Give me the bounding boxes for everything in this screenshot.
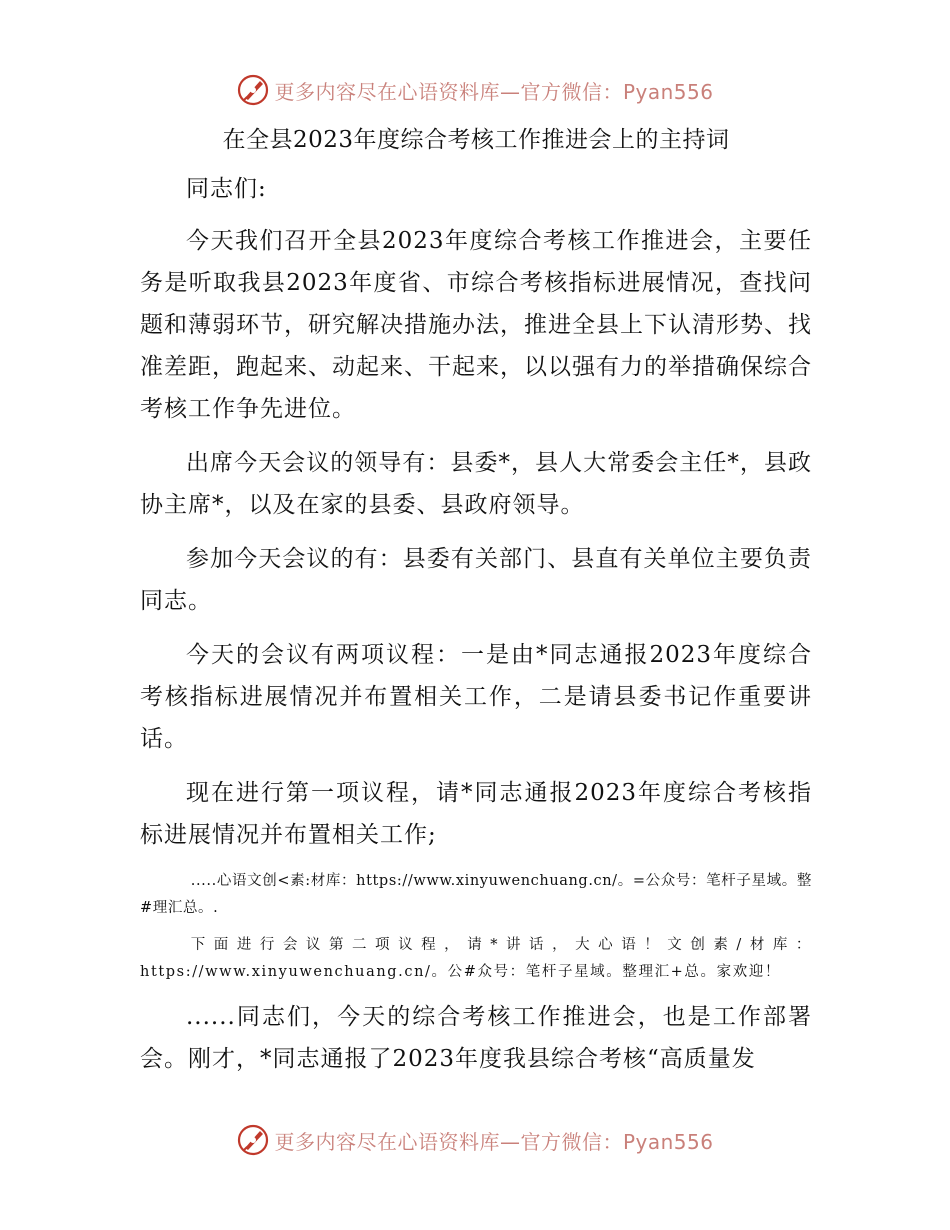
- banner-text: 更多内容尽在心语资料库—官方微信：Pyan556: [274, 1129, 714, 1154]
- salutation: 同志们:: [186, 176, 267, 202]
- paragraph: 今天的会议有两项议程：一是由*同志通报2023年度综合考核指标进展情况并布置相关工作，二是请县委书记作重要讲话。: [140, 642, 812, 752]
- small-note: .....心语文创<素:材库：https://www.xinyuwenchuang.cn/。=公众号：笔杆子星域。整#理汇总。.: [140, 873, 812, 916]
- small-note: 下面进行会议第二项议程，请*讲话，大心语！文创素/材库：https://www.xinyuwenchuang.cn/。公#众号：笔杆子星域。整理汇+总。家欢迎！: [140, 937, 812, 980]
- banner-text: 更多内容尽在心语资料库—官方微信：Pyan556: [274, 79, 714, 104]
- quill-logo-icon: [236, 73, 270, 107]
- footer-banner: [0, 1120, 950, 1160]
- header-banner: [0, 70, 950, 110]
- paragraph: 今天我们召开全县2023年度综合考核工作推进会，主要任务是听取我县2023年度省、市综合考核指标进展情况，查找问题和薄弱环节，研究解决措施办法，推进全县上下认清形势、找准差距，跑起来、动起来、干起来，以以强有力的举措确保综合考核工作争先进位。: [140, 228, 812, 422]
- page-title: 在全县2023年度综合考核工作推进会上的主持词: [222, 127, 730, 153]
- quill-logo-icon: [236, 1123, 270, 1157]
- paragraph: 出席今天会议的领导有：县委*，县人大常委会主任*，县政协主席*，以及在家的县委、县政府领导。: [140, 450, 812, 518]
- paragraph: 现在进行第一项议程，请*同志通报2023年度综合考核指标进展情况并布置相关工作;: [140, 780, 812, 848]
- closing-paragraph: ......同志们，今天的综合考核工作推进会，也是工作部署会。刚才，*同志通报了2023年度我县综合考核“高质量发: [140, 1004, 812, 1072]
- paragraph: 参加今天会议的有：县委有关部门、县直有关单位主要负责同志。: [140, 546, 812, 614]
- document-body: [140, 118, 812, 1092]
